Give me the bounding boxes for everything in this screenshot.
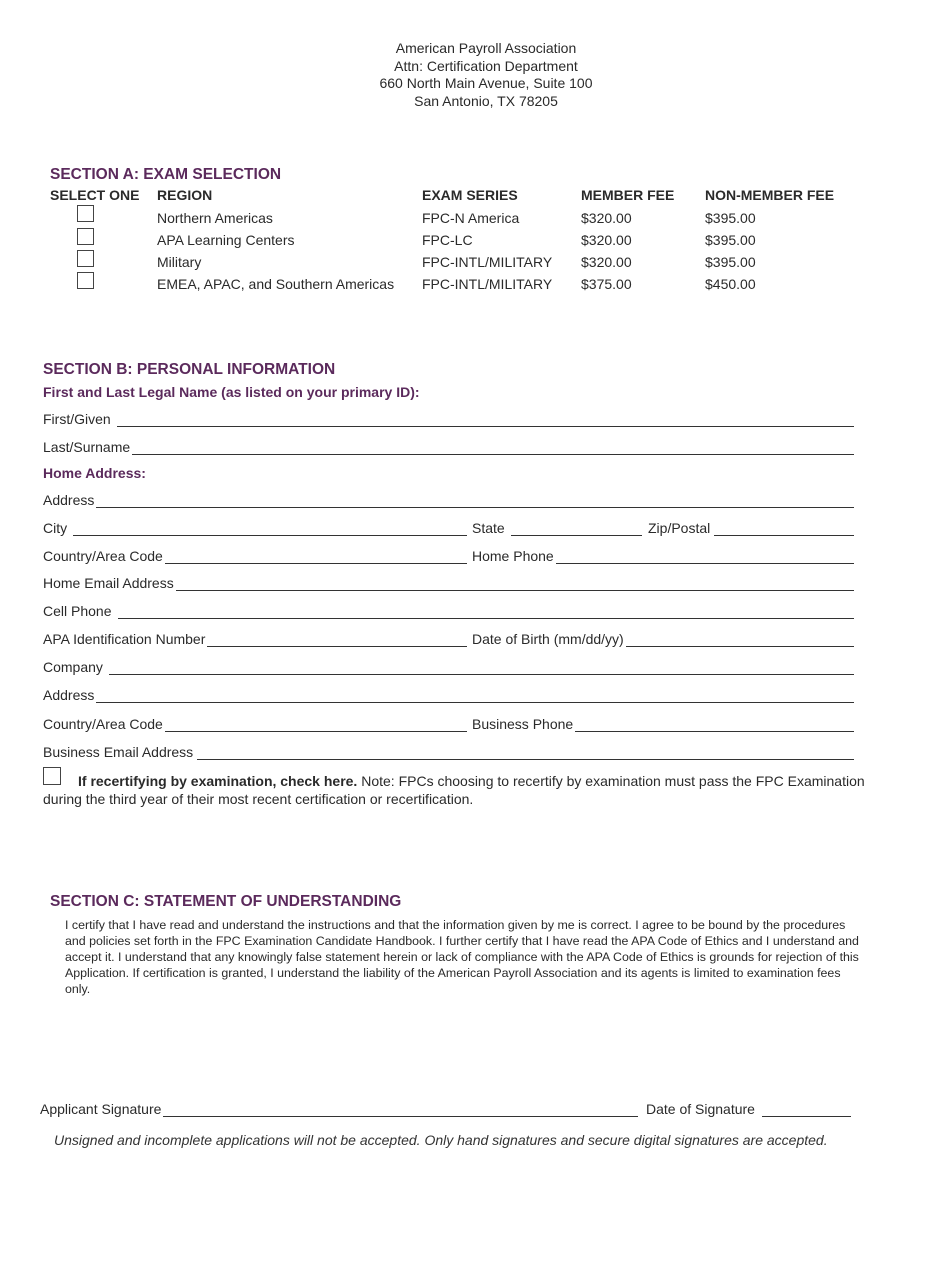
- dob-field[interactable]: [472, 627, 854, 647]
- company-address-field[interactable]: [43, 683, 854, 703]
- apa-id-label: APA Identification Number: [43, 631, 206, 647]
- state-line[interactable]: [511, 522, 642, 536]
- exam-checkbox-apa-learning-centers[interactable]: [77, 228, 94, 245]
- home-address-label: Address: [43, 492, 95, 508]
- dob-label: Date of Birth (mm/dd/yy): [472, 631, 624, 647]
- series-cell: FPC-INTL/MILITARY: [422, 254, 553, 270]
- dob-line[interactable]: [626, 633, 854, 647]
- nonmember-fee-cell: $395.00: [705, 210, 756, 226]
- org-name: American Payroll Association: [395, 40, 577, 56]
- recertify-note: [43, 772, 873, 808]
- business-country-code-field[interactable]: [43, 712, 467, 732]
- city-label: City: [43, 520, 68, 536]
- home-phone-line[interactable]: [556, 550, 854, 564]
- member-fee-cell: $320.00: [581, 210, 632, 226]
- series-cell: FPC-N America: [422, 210, 520, 226]
- section-c-title: SECTION C: STATEMENT OF UNDERSTANDING: [50, 893, 402, 910]
- section-a-title: SECTION A: EXAM SELECTION: [50, 166, 282, 183]
- home-country-code-line[interactable]: [165, 550, 467, 564]
- applicant-signature-field[interactable]: [40, 1097, 638, 1117]
- signature-date-line[interactable]: [762, 1103, 851, 1117]
- cell-phone-line[interactable]: [118, 605, 855, 619]
- business-country-code-label: Country/Area Code: [43, 716, 163, 732]
- first-name-label: First/Given: [43, 411, 111, 427]
- mailing-address: [0, 40, 942, 110]
- section-b-title: SECTION B: PERSONAL INFORMATION: [43, 361, 336, 378]
- zip-field[interactable]: [648, 516, 854, 536]
- business-phone-field[interactable]: [472, 712, 854, 732]
- last-name-line[interactable]: [132, 441, 854, 455]
- home-address-line[interactable]: [96, 494, 854, 508]
- nonmember-fee-cell: $450.00: [705, 276, 756, 292]
- home-phone-field[interactable]: [472, 544, 854, 564]
- signature-date-label: Date of Signature: [646, 1101, 755, 1117]
- city-line[interactable]: [73, 522, 467, 536]
- state-field[interactable]: [472, 516, 642, 536]
- signature-date-field[interactable]: [646, 1097, 851, 1117]
- home-address-heading: Home Address:: [43, 465, 146, 481]
- recertify-note-text: Note: FPCs choosing to recertify by examination must pass the FPC Examination during the third year of their most recent certification or recertification.: [43, 773, 865, 807]
- apa-id-field[interactable]: [43, 627, 467, 647]
- signature-disclaimer: Unsigned and incomplete applications will not be accepted. Only hand signatures and secure digital signatures are accepted.: [54, 1132, 828, 1148]
- series-cell: FPC-LC: [422, 232, 473, 248]
- col-region: REGION: [157, 187, 213, 203]
- col-select-one: SELECT ONE: [50, 187, 140, 203]
- home-country-code-field[interactable]: [43, 544, 467, 564]
- home-phone-label: Home Phone: [472, 548, 554, 564]
- col-member-fee: MEMBER FEE: [581, 187, 675, 203]
- region-cell: APA Learning Centers: [157, 232, 295, 248]
- business-phone-line[interactable]: [575, 718, 854, 732]
- attn-line: Attn: Certification Department: [394, 57, 578, 74]
- member-fee-cell: $320.00: [581, 254, 632, 270]
- applicant-signature-line[interactable]: [163, 1103, 638, 1117]
- statement-text: I certify that I have read and understand the instructions and that the information given by me is correct. I agree to be bound by the procedures and policies set forth in the FPC Examination Candidate Handbook. I further certify that I have read the APA Code of Ethics and I understand and accept it. I understand that any knowingly false statement herein or lack of compliance with the APA Code of Ethics is grounds for rejection of this Application. If certification is granted, I understand the liability of the American Payroll Association and its agents is limited to examination fees only.: [65, 918, 859, 996]
- first-name-line[interactable]: [117, 413, 854, 427]
- home-address-field[interactable]: [43, 488, 854, 508]
- city-line: San Antonio, TX 78205: [414, 92, 558, 109]
- series-cell: FPC-INTL/MILITARY: [422, 276, 553, 292]
- company-label: Company: [43, 659, 103, 675]
- region-cell: Northern Americas: [157, 210, 273, 226]
- region-cell: EMEA, APAC, and Southern Americas: [157, 276, 395, 292]
- exam-checkbox-emea-apac[interactable]: [77, 272, 94, 289]
- cell-phone-label: Cell Phone: [43, 603, 112, 619]
- street-line: 660 North Main Avenue, Suite 100: [379, 75, 593, 92]
- member-fee-cell: $375.00: [581, 276, 632, 292]
- region-cell: Military: [157, 254, 202, 270]
- business-phone-label: Business Phone: [472, 716, 574, 732]
- home-country-code-label: Country/Area Code: [43, 548, 163, 564]
- exam-checkbox-northern-americas[interactable]: [77, 205, 94, 222]
- recertify-label: If recertifying by examination, check here.: [78, 773, 358, 789]
- legal-name-heading: First and Last Legal Name (as listed on your primary ID):: [43, 384, 420, 400]
- company-field[interactable]: [43, 655, 854, 675]
- state-label: State: [472, 520, 505, 536]
- business-email-line[interactable]: [197, 746, 854, 760]
- city-field[interactable]: [43, 516, 467, 536]
- nonmember-fee-cell: $395.00: [705, 232, 756, 248]
- cell-phone-field[interactable]: [43, 599, 854, 619]
- business-email-label: Business Email Address: [43, 744, 194, 760]
- col-exam-series: EXAM SERIES: [422, 187, 518, 203]
- home-email-field[interactable]: [43, 571, 854, 591]
- exam-checkbox-military[interactable]: [77, 250, 94, 267]
- business-email-field[interactable]: [43, 740, 854, 760]
- home-email-label: Home Email Address: [43, 575, 174, 591]
- first-name-field[interactable]: [43, 407, 854, 427]
- nonmember-fee-cell: $395.00: [705, 254, 756, 270]
- company-address-label: Address: [43, 687, 95, 703]
- last-name-label: Last/Surname: [43, 439, 131, 455]
- company-line[interactable]: [109, 661, 854, 675]
- zip-line[interactable]: [714, 522, 854, 536]
- apa-id-line[interactable]: [207, 633, 467, 647]
- zip-label: Zip/Postal: [648, 520, 711, 536]
- home-email-line[interactable]: [176, 577, 854, 591]
- business-country-code-line[interactable]: [165, 718, 467, 732]
- applicant-signature-label: Applicant Signature: [40, 1101, 162, 1117]
- member-fee-cell: $320.00: [581, 232, 632, 248]
- last-name-field[interactable]: [43, 435, 854, 455]
- company-address-line[interactable]: [96, 689, 854, 703]
- col-nonmember-fee: NON-MEMBER FEE: [705, 187, 835, 203]
